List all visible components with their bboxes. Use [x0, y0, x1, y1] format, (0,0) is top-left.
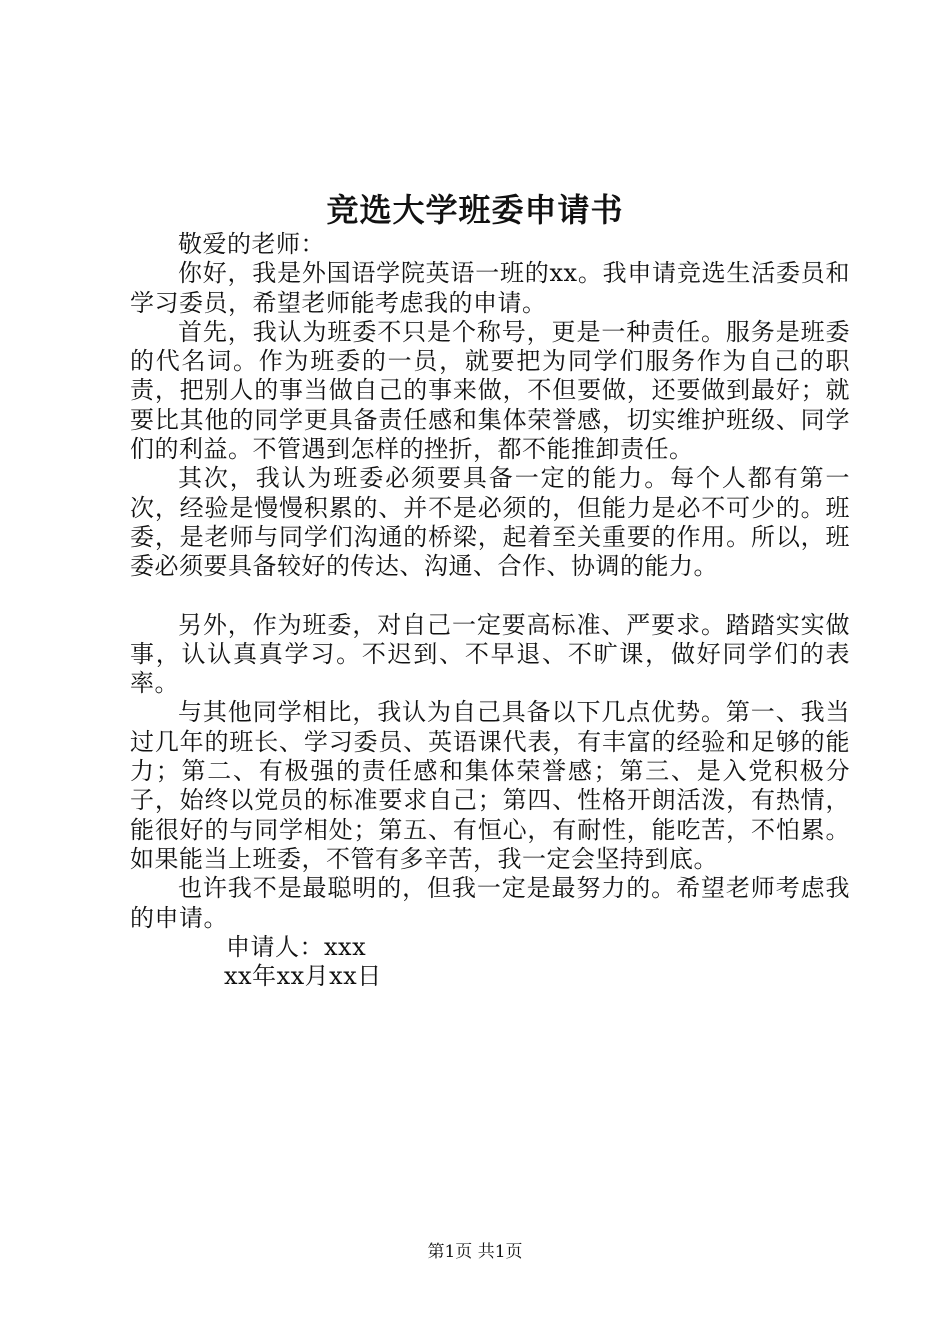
- paragraph-closing: 也许我不是最聪明的，但我一定是最努力的。希望老师考虑我的申请。: [130, 874, 850, 932]
- paragraph-second: 其次，我认为班委必须要具备一定的能力。每个人都有第一次，经验是慢慢积累的、并不是必须的，但能力是必不可少的。班委，是老师与同学们沟通的桥梁，起着至关重要的作用。所以，班委必须要具备较好的传达、沟通、合作、协调的能力。: [130, 464, 850, 581]
- document-title: 竞选大学班委申请书: [326, 191, 624, 229]
- date-line: xx年xx月xx日: [224, 962, 382, 991]
- greeting: 敬爱的老师：: [178, 230, 325, 258]
- paragraph-advantages: 与其他同学相比，我认为自己具备以下几点优势。第一、我当过几年的班长、学习委员、英语课代表，有丰富的经验和足够的能力；第二、有极强的责任感和集体荣誉感；第三、是入党积极分子，始终以党员的标准要求自己；第四、性格开朗活泼，有热情，能很好的与同学相处；第五、有恒心，有耐性，能吃苦，不怕累。如果能当上班委，不管有多辛苦，我一定会坚持到底。: [130, 698, 850, 873]
- paragraph-first: 首先，我认为班委不只是个称号，更是一种责任。服务是班委的代名词。作为班委的一员，就要把为同学们服务作为自己的职责，把别人的事当做自己的事来做，不但要做，还要做到最好；就要比其他的同学更具备责任感和集体荣誉感，切实维护班级、同学们的利益。不管遇到怎样的挫折，都不能推卸责任。: [130, 317, 850, 464]
- page-footer: 第1页 共1页: [427, 1242, 523, 1262]
- paragraph-third: 另外，作为班委，对自己一定要高标准、严要求。踏踏实实做事，认认真真学习。不迟到、不早退、不旷课，做好同学们的表率。: [130, 610, 850, 698]
- paragraph-spacer: [130, 582, 850, 611]
- paragraph-intro: 你好，我是外国语学院英语一班的xx。我申请竞选生活委员和学习委员，希望老师能考虑我的申请。: [130, 259, 850, 317]
- signature: 申请人：xxx: [226, 932, 367, 961]
- document-body: [130, 230, 850, 991]
